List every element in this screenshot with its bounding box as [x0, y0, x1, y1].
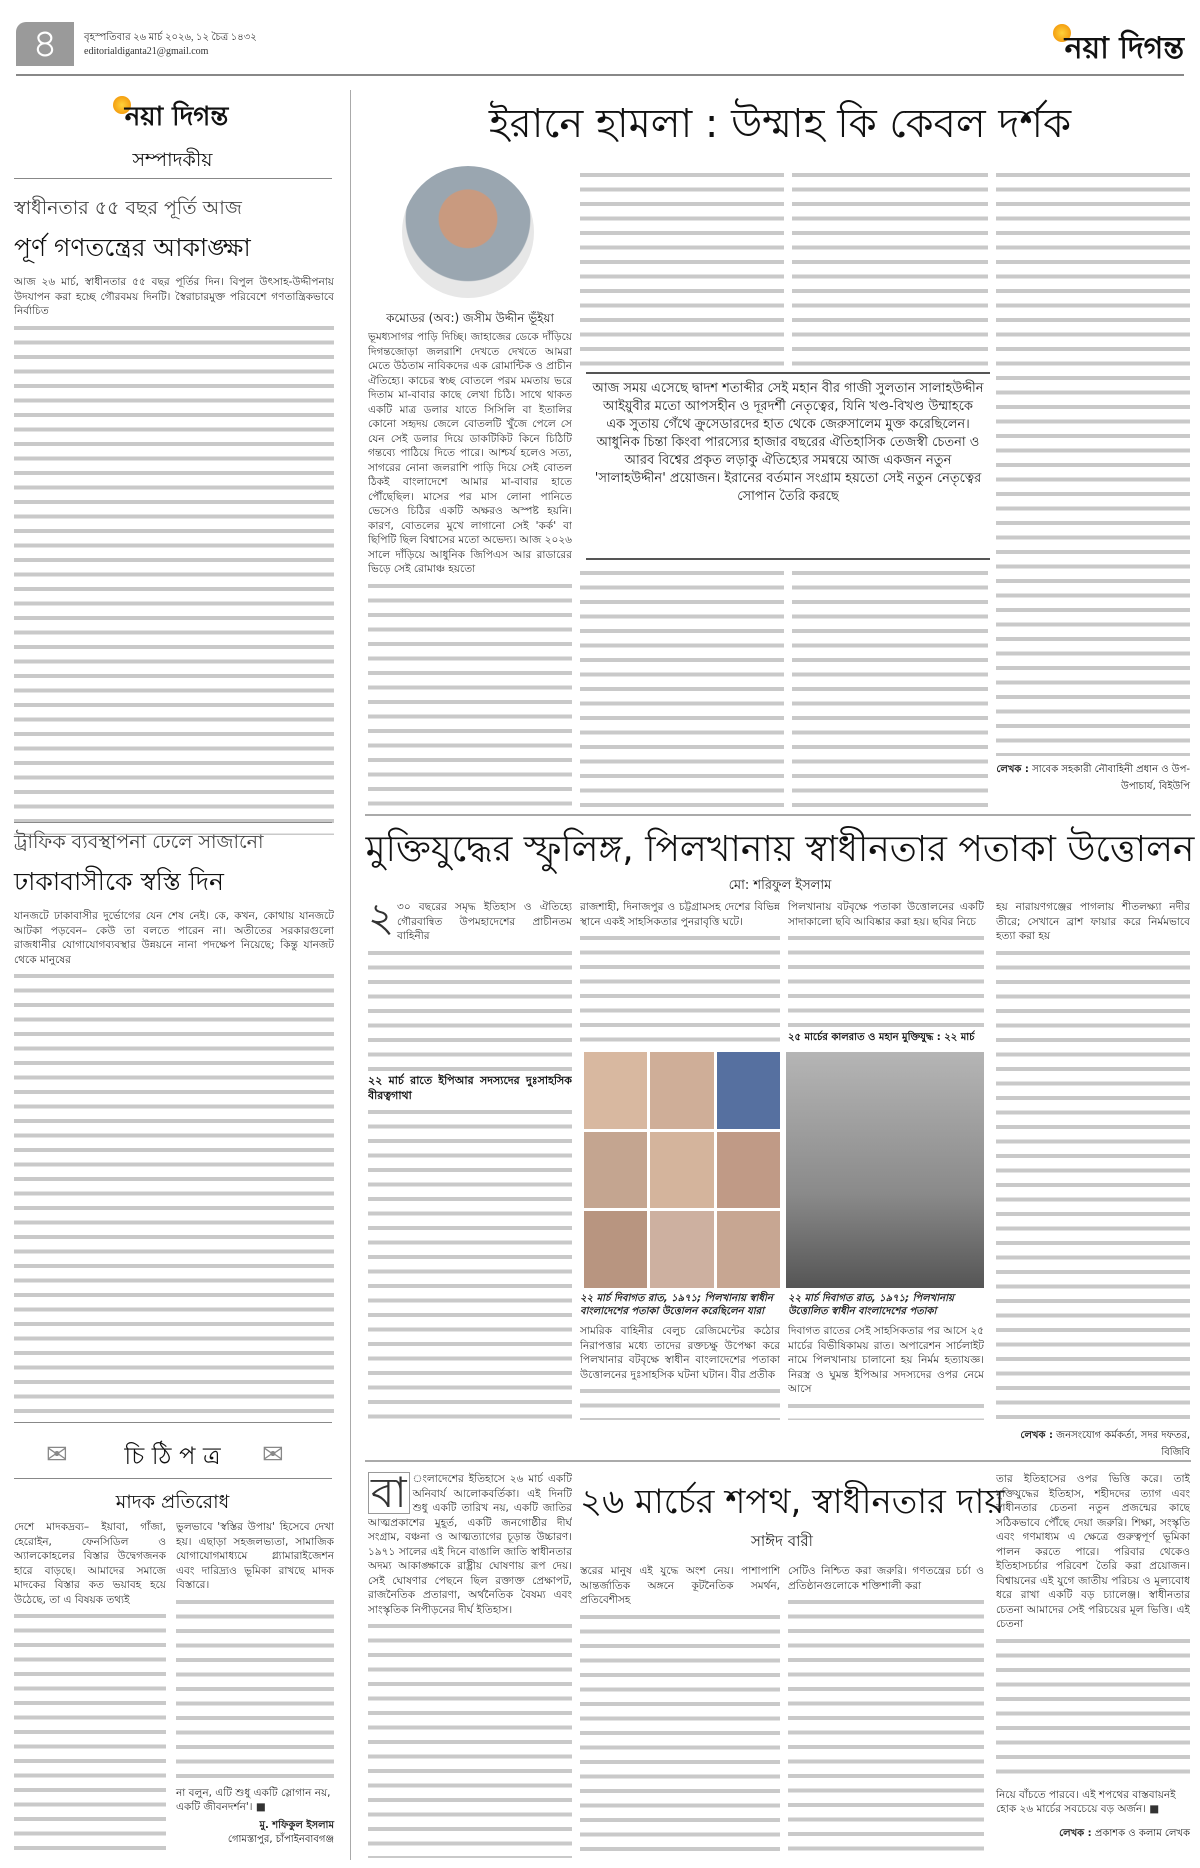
article-text: পিলখানায় বটবৃক্ষে পতাকা উত্তোলনের একটি সাদাকালো ছবি আবিষ্কার করা হয়। ছবির নিচে: [788, 901, 984, 928]
article-1-col-4: [996, 168, 1190, 756]
column-divider: [350, 90, 351, 1860]
article-3-col-2: [580, 1564, 780, 1858]
divider: [365, 814, 1191, 816]
article-3-col-4: [996, 1472, 1190, 1784]
article-1-author: কমোডর (অব:) জসীম উদ্দীন ভূঁইয়া: [386, 311, 554, 325]
footer-text: জনসংযোগ কর্মকর্তা, সদর দফতর, বিজিবি: [1056, 1430, 1190, 1458]
article-1-col-1: [368, 330, 572, 812]
page-number: ৪: [16, 22, 74, 66]
divider: [14, 178, 332, 179]
date: বৃহস্পতিবার ২৬ মার্চ ২০২৬, ১২ চৈত্র ১৪৩২: [84, 32, 257, 43]
text-placeholder: [176, 1595, 334, 1783]
editorial-text: আজ ২৬ মার্চ, স্বাধীনতার ৫৫ বছর পূর্তির দিন। বিপুল উৎসাহ-উদ্দীপনায় উদযাপন করা হচ্ছে গৌরবময় দিনটি। স্বৈরাচারমুক্ত পরিবেশে গণতান্ত্রিকভাবে নির্বাচিত: [14, 276, 334, 317]
drop-cap: বা: [368, 1472, 410, 1514]
text-placeholder: [14, 969, 334, 1419]
text-placeholder: [996, 946, 1190, 1425]
divider: [14, 1422, 332, 1423]
logo-text: নয়া দিগন্ত: [1064, 31, 1184, 66]
portrait-photo: [584, 1052, 647, 1129]
article-3-col-1: [368, 1472, 572, 1858]
letter-closing: না বলুন, এটি শুধু একটি স্লোগান নয়, একটি জীবনদর্শন'। ■: [176, 1787, 331, 1813]
footer-label: লেখক :: [996, 764, 1029, 775]
portrait-photo: [650, 1211, 713, 1288]
text-placeholder: [368, 1105, 572, 1420]
text-placeholder: [996, 168, 1190, 756]
portrait-photo: [584, 1132, 647, 1209]
editorial-headline: ঢাকাবাসীকে স্বস্তি দিন: [14, 867, 224, 896]
photo-caption: ২২ মার্চ দিবাগত রাত, ১৯৭১; পিলখানায় স্বাধীন বাংলাদেশের পতাকা উত্তোলন করেছিলেন যারা: [580, 1293, 773, 1317]
text-placeholder: [580, 1610, 780, 1859]
section-title: সম্পাদকীয়: [132, 149, 213, 171]
portrait-photo: [650, 1132, 713, 1209]
divider: [365, 1460, 1191, 1462]
article-2-col-3b: [788, 1324, 984, 1420]
letters-section-title: চি ঠি প ত্র: [124, 1442, 221, 1470]
text-placeholder: [580, 566, 784, 812]
letter-place: গোমস্তাপুর, চাঁপাইনবাবগঞ্জ: [227, 1834, 334, 1845]
article-text: তার ইতিহাসের ওপর ভিত্তি করে। তাই মুক্তিযুদ্ধের ইতিহাস, শহীদদের ত্যাগ এবং স্বাধীনতার চেতনা নতুন প্রজন্মের কাছে সঠিকভাবে পৌঁছে দেয়া জরুরি। শিক্ষা, সংস্কৃতি এবং গণমাধ্যম এ ক্ষেত্রে গুরুত্বপূর্ণ ভূমিকা পালন করতে পারে। পরিবার থেকেও ইতিহাসচর্চার পরিবেশ তৈরি করা প্রয়োজন। বিশ্বায়নের এই যুগে জাতীয় পরিচয় ও মূল্যবোধ ধরে রাখা একটি বড় চ্যালেঞ্জ। স্বাধীনতার চেতনা আমাদের সেই পরিচয়ের মূল ভিত্তি। এই চেতনা: [996, 1473, 1190, 1630]
portrait-photo: [650, 1052, 713, 1129]
portrait-photo: [584, 1211, 647, 1288]
article-2-author: মো: শরিফুল ইসলাম: [728, 878, 832, 893]
text-placeholder: [792, 168, 988, 366]
portrait-photo: [717, 1132, 780, 1209]
letter-title: মাদক প্রতিরোধ: [115, 1491, 230, 1513]
text-placeholder: [792, 566, 988, 812]
text-placeholder: [580, 168, 784, 366]
drop-cap: ২: [368, 900, 395, 941]
subheading: ২৫ মার্চের কালরাত ও মহান মুক্তিযুদ্ধ : ২২ মার্চ: [788, 1032, 975, 1043]
article-text: সামরিক বাহিনীর বেলুচ রেজিমেন্টের কঠোর নিরাপত্তার মধ্যে তাদের রক্তচক্ষু উপেক্ষা করে পিলখানার বটবৃক্ষে স্বাধীন বাংলাদেশের পতাকা উত্তোলনের দুঃসাহসিক ঘটনা ঘটান। বীর প্রতীক: [580, 1325, 780, 1381]
divider: [14, 822, 332, 823]
author-photo: [402, 166, 534, 298]
portrait-grid: [584, 1052, 780, 1288]
article-text: দিবাগত রাতের সেই সাহসিকতার পর আসে ২৫ মার্চের বিভীষিকাময় রাত। অপারেশন সার্চলাইট নামে পিলখানায় চালানো হয় নির্মম হত্যাযজ্ঞ। নিরস্ত্র ও ঘুমন্ত ইপিআর সদস্যদের ওপর নেমে আসে: [788, 1325, 984, 1395]
text-placeholder: [788, 931, 984, 1028]
newspaper-logo: [1057, 24, 1184, 75]
article-text: ভূমধ্যসাগর পাড়ি দিচ্ছি। জাহাজের ডেকে দাঁড়িয়ে দিগন্তজোড়া জলরাশি দেখতে দেখতে আমরা মেতে উঠতাম নাবিকদের এক রোমান্টিক ও প্রাচীন ঐতিহ্যে। কাচের স্বচ্ছ বোতলে পরম মমতায় ভরে দিতাম মা-বাবার কাছে লেখা চিঠি। সাথে থাকত একটি মাত্র ডলার যাতে সিসিলি বা ইতালির কোনো সহৃদয় জেলে বোতলটি খুঁজে পেলে সে যেন সেই ডলার দিয়ে ডাকটিকিট কিনে চিঠিটি গন্তব্যে পাঠিয়ে দিতে পারে। আশ্চর্য হলেও সত্য, সাগরের নোনা জলরাশি পাড়ি দিয়ে সেই বোতল ঠিকই বাংলাদেশে আমার মা-বাবার হাতে পৌঁছেছিল। মাসের পর মাস লোনা পানিতে ভেসেও চিঠির একটি অক্ষরও অস্পষ্ট হয়নি। কারণ, বোতলের মুখে লাগানো সেই 'কর্ক' বা ছিপিটি ছিল বিশ্বাসের মতো অভেদ্য। আজ ২০২৬ সালে দাঁড়িয়ে আধুনিক জিপিএস আর রাডারের ভিড়ে সেই রোমাঞ্চ হয়তো: [368, 331, 572, 575]
footer-text: প্রকাশক ও কলাম লেখক: [1094, 1828, 1190, 1839]
text-placeholder: [996, 1634, 1190, 1785]
article-2-col-4: [996, 900, 1190, 1424]
text-placeholder: [788, 1399, 984, 1421]
article-text: রাজশাহী, দিনাজপুর ও চট্টগ্রামসহ দেশের বিভিন্ন স্থানে একই সাহসিকতার পুনরাবৃত্তি ঘটে।: [580, 901, 780, 928]
letter-col-1: [14, 1520, 166, 1856]
flag-tree-photo: [786, 1052, 984, 1288]
text-placeholder: [788, 1595, 984, 1858]
divider: [14, 1478, 332, 1479]
photo-caption: ২২ মার্চ দিবাগত রাত, ১৯৭১; পিলখানায় উত্তোলিত স্বাধীন বাংলাদেশের পতাকা: [788, 1293, 954, 1317]
article-3-headline: ২৬ মার্চের শপথ, স্বাধীনতার দায়: [580, 1482, 1005, 1522]
editorial-2: [14, 828, 334, 1419]
letter-text: ভুলভাবে 'স্বস্তির উপায়' হিসেবে দেখা হয়। এছাড়া সহজলভ্যতা, সামাজিক যোগাযোগমাধ্যমে গ্ল্যামারাইজেশন এবং দারিদ্র্যও ভূমিকা রাখছে মাদক বিস্তারে।: [176, 1521, 334, 1591]
portrait-photo: [717, 1052, 780, 1129]
letter-author: মু. শফিকুল ইসলাম: [259, 1820, 334, 1831]
email-text[interactable]: editorialdiganta21@gmail.com: [84, 46, 209, 57]
subheading: ২২ মার্চ রাতে ইপিআর সদস্যদের দুঃসাহসিক বীরত্বগাথা: [368, 1074, 572, 1102]
article-text: হয় নারায়ণগঞ্জের পাগলায় শীতলক্ষ্যা নদীর তীরে; সেখানে ব্রাশ ফায়ার করে নির্মমভাবে হত্যা করা হয়: [996, 901, 1190, 942]
article-3-footer: [996, 1826, 1190, 1843]
article-1-footer: [996, 762, 1190, 796]
article-text: সেটিও নিশ্চিত করা জরুরি। গণতন্ত্রের চর্চা ও প্রতিষ্ঠানগুলোকে শক্তিশালী করা: [788, 1565, 984, 1592]
text-placeholder: [580, 1384, 780, 1420]
editorial-kicker: স্বাধীনতার ৫৫ বছর পূর্তি আজ: [14, 197, 242, 219]
logo-text: নয়া দিগন্ত: [124, 102, 229, 132]
editorial-logo: [0, 96, 345, 140]
article-text: ংলাদেশের ইতিহাসে ২৬ মার্চ একটি অনিবার্য আলোকবর্তিকা। এই দিনটি শুধু একটি তারিখ নয়, একটি জাতির আত্মপ্রকাশের মুহূর্ত, একটি জনগোষ্ঠীর দীর্ঘ সংগ্রাম, বঞ্চনা ও আত্মত্যাগের চূড়ান্ত উচ্চারণ। ১৯৭১ সালের এই দিনে বাঙালি জাতি স্বাধীনতার অদম্য আকাঙ্ক্ষাকে রাষ্ট্রীয় ঘোষণায় রূপ দেয়। সেই ঘোষণার পেছনে ছিল রক্তাক্ত প্রেক্ষাপট, রাজনৈতিক প্রতারণা, অর্থনৈতিক বৈষম্য এবং সাংস্কৃতিক নিপীড়নের দীর্ঘ ইতিহাস।: [368, 1473, 572, 1616]
article-3-closing: নিয়ে বাঁচতে পারবে। এই শপথের বাস্তবায়নই হোক ২৬ মার্চের সবচেয়ে বড় অর্জন। ■: [996, 1789, 1176, 1815]
editorial-body: [14, 909, 334, 1419]
article-text: স্তরের মানুষ এই যুদ্ধে অংশ নেয়। পাশাপাশি আন্তর্জাতিক অঙ্গনে কূটনৈতিক সমর্থন, প্রতিবেশীসহ: [580, 1565, 780, 1606]
email[interactable]: [84, 46, 208, 57]
text-placeholder: [14, 1609, 166, 1856]
text-placeholder: [580, 931, 780, 1046]
article-2-col-1: [368, 900, 572, 1420]
article-1-col-2: [580, 168, 784, 366]
editorial-1: [14, 194, 334, 835]
text-placeholder: [368, 946, 572, 1072]
article-1-col-3b: [792, 566, 988, 812]
article-1-col-2b: [580, 566, 784, 812]
pull-quote: আজ সময় এসেছে দ্বাদশ শতাব্দীর সেই মহান বীর গাজী সুলতান সালাহউদ্দীন আইয়ুবীর মতো আপসহীন ও দূরদর্শী নেতৃত্বের, যিনি খণ্ড-বিখণ্ড উম্মাহকে এক সুতায় গেঁথে ক্রুসেডারদের হাত থেকে জেরুসালেম মুক্ত করেছিলেন। আধুনিক চিন্তা কিংবা পারস্যের হাজার বছরের ঐতিহাসিক তেজস্বী চেতনা ও আরব বিশ্বের প্রকৃত লড়াকু ঐতিহ্যের সমন্বয়ে আজ একজন নতুন 'সালাহউদ্দীন' প্রয়োজন। ইরানের বর্তমান সংগ্রাম হয়তো সেই নতুন নেতৃত্বের সোপান তৈরি করছে: [586, 372, 990, 560]
portrait-photo: [717, 1211, 780, 1288]
article-3-author: সাঈদ বারী: [751, 1532, 813, 1550]
text-placeholder: [368, 1619, 572, 1858]
article-1-col-3: [792, 168, 988, 366]
article-3-col-3: [788, 1564, 984, 1858]
article-2-col-2: [580, 900, 780, 1046]
article-2-headline: মুক্তিযুদ্ধের স্ফুলিঙ্গ, পিলখানায় স্বাধীনতার পতাকা উত্তোলন: [365, 829, 1195, 870]
footer-text: সাবেক সহকারী নৌবাহিনী প্রধান ও উপ-উপাচার্য, বিইউপি: [1032, 764, 1190, 792]
editorial-headline: পূর্ণ গণতন্ত্রের আকাঙ্ক্ষা: [14, 233, 251, 262]
editorial-kicker: ট্রাফিক ব্যবস্থাপনা ঢেলে সাজানো: [14, 831, 264, 853]
article-text: ৩০ বছরের সমৃদ্ধ ইতিহাস ও ঐতিহ্যে গৌরবান্বিত উপমহাদেশের প্রাচীনতম বাহিনীর: [397, 901, 572, 942]
article-1-headline: ইরানে হামলা : উম্মাহ কি কেবল দর্শক: [488, 101, 1072, 147]
footer-label: লেখক :: [1059, 1828, 1092, 1839]
article-2-footer: [996, 1428, 1190, 1462]
article-2-col-3: [788, 900, 984, 1028]
letter-col-2: [176, 1520, 334, 1782]
text-placeholder: [368, 579, 572, 813]
letter-text: দেশে মাদকদ্রব্য– ইয়াবা, গাঁজা, হেরোইন, ফেনসিডিল ও অ্যালকোহলের বিস্তার উদ্বেগজনক হারে বাড়ছে। আমাদের সমাজে মাদকের বিস্তার কত ভয়াবহ হয়ে উঠেছে, তা এ বিষয়ক তথ্যই: [14, 1521, 166, 1606]
footer-label: লেখক :: [1020, 1430, 1053, 1441]
editorial-body: [14, 275, 334, 835]
text-placeholder: [14, 321, 334, 836]
article-2-col-2b: [580, 1324, 780, 1420]
header-divider: [16, 74, 1184, 76]
envelope-icon: ✉: [46, 1440, 68, 1470]
envelope-icon: ✉: [262, 1440, 284, 1470]
editorial-text: যানজটে ঢাকাবাসীর দুর্ভোগের যেন শেষ নেই। কে, কখন, কোথায় যানজটে আটকা পড়বেন– কেউ তা বলতে পারেন না। অতীতের সরকারগুলো রাজধানীর যোগাযোগব্যবস্থার উন্নয়নে নানা পদক্ষেপ নিয়েছে; কিন্তু যানজট থেকে মানুষের: [14, 910, 334, 966]
